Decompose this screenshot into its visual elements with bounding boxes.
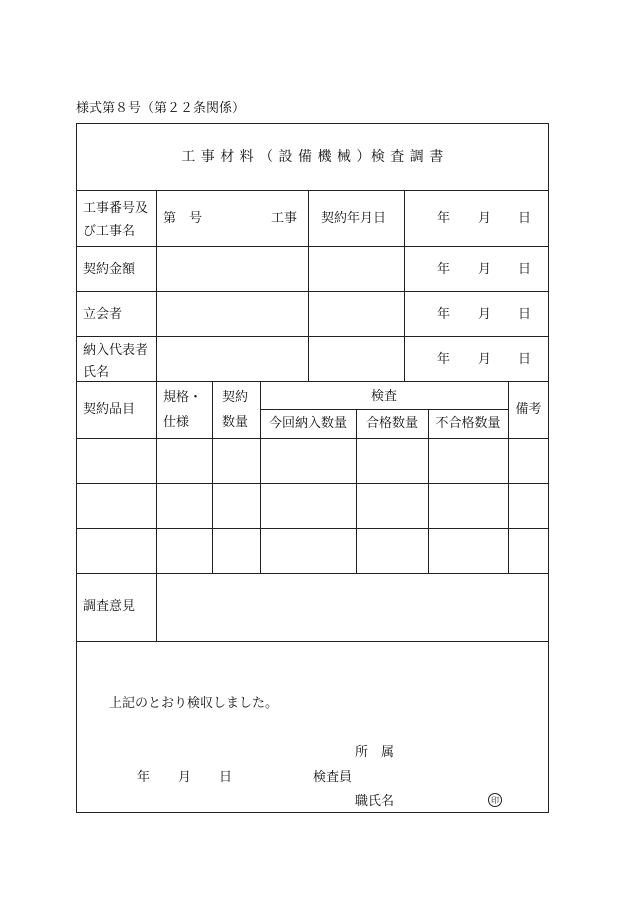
- witness-label: 立会者: [83, 307, 123, 322]
- signature-date-day: 日: [219, 770, 233, 785]
- affiliation-label: 所 属: [355, 745, 395, 760]
- col-divider: [212, 381, 213, 573]
- col-divider: [356, 409, 357, 573]
- row-divider: [76, 190, 549, 191]
- contract-date-day: 日: [518, 211, 532, 226]
- contract-date-year: 年: [437, 211, 451, 226]
- fail-qty-header: 不合格数量: [435, 416, 501, 431]
- delivery-date-year: 年: [437, 352, 451, 367]
- row-divider: [76, 483, 549, 484]
- row-divider: [76, 438, 549, 439]
- qty-header-line2: 数量: [222, 415, 249, 430]
- acceptance-statement: 上記のとおり検収しました。: [109, 696, 279, 711]
- construction-label-line2: び工事名: [83, 224, 136, 239]
- row-divider: [76, 573, 549, 574]
- row-divider: [76, 336, 549, 337]
- spec-header-line2: 仕様: [163, 415, 190, 430]
- col-divider: [404, 190, 405, 381]
- amount-date-day: 日: [518, 262, 532, 277]
- amount-label: 契約金額: [83, 262, 136, 277]
- construction-label-line1: 工事番号及: [83, 201, 149, 216]
- this-delivery-qty-header: 今回納入数量: [268, 416, 347, 431]
- signature-date-month: 月: [178, 770, 192, 785]
- form-number: 様式第８号（第２２条関係）: [76, 101, 246, 116]
- inspection-subheader-divider: [260, 409, 508, 410]
- row-divider: [76, 528, 549, 529]
- spec-header-line1: 規格・: [163, 390, 203, 405]
- col-divider: [308, 190, 309, 381]
- col-divider: [156, 190, 157, 381]
- signature-date-year: 年: [137, 770, 151, 785]
- inspection-header: 検査: [370, 389, 397, 404]
- seal-mark: 印: [488, 793, 502, 807]
- construction-dai: 第: [163, 211, 177, 226]
- row-divider: [76, 291, 549, 292]
- col-divider: [156, 573, 157, 641]
- row-divider: [76, 246, 549, 247]
- pass-qty-header: 合格数量: [365, 416, 418, 431]
- delivery-rep-label-line2: 氏名: [83, 365, 110, 380]
- row-divider: [76, 641, 549, 642]
- col-divider: [260, 381, 261, 573]
- delivery-date-month: 月: [478, 352, 492, 367]
- amount-date-month: 月: [478, 262, 492, 277]
- amount-date-year: 年: [437, 262, 451, 277]
- witness-date-day: 日: [518, 307, 532, 322]
- construction-go: 号: [189, 211, 203, 226]
- position-name-label: 職氏名: [355, 794, 395, 809]
- witness-date-year: 年: [437, 307, 451, 322]
- form-title: 工 事 材 料 （ 設 備 機 械 ）検 査 調 書: [181, 149, 444, 165]
- qty-header-line1: 契約: [222, 390, 249, 405]
- delivery-date-day: 日: [518, 352, 532, 367]
- col-divider: [156, 381, 157, 573]
- construction-kouji: 工事: [271, 211, 298, 226]
- delivery-rep-label-line1: 納入代表者: [83, 343, 149, 358]
- remarks-header: 備考: [515, 402, 542, 417]
- witness-date-month: 月: [478, 307, 492, 322]
- row-divider: [76, 381, 549, 382]
- contract-date-label: 契約年月日: [321, 211, 387, 226]
- item-header: 契約品目: [83, 402, 136, 417]
- opinion-label: 調査意見: [83, 599, 136, 614]
- inspector-label: 検査員: [313, 770, 353, 785]
- contract-date-month: 月: [478, 211, 492, 226]
- col-divider: [428, 409, 429, 573]
